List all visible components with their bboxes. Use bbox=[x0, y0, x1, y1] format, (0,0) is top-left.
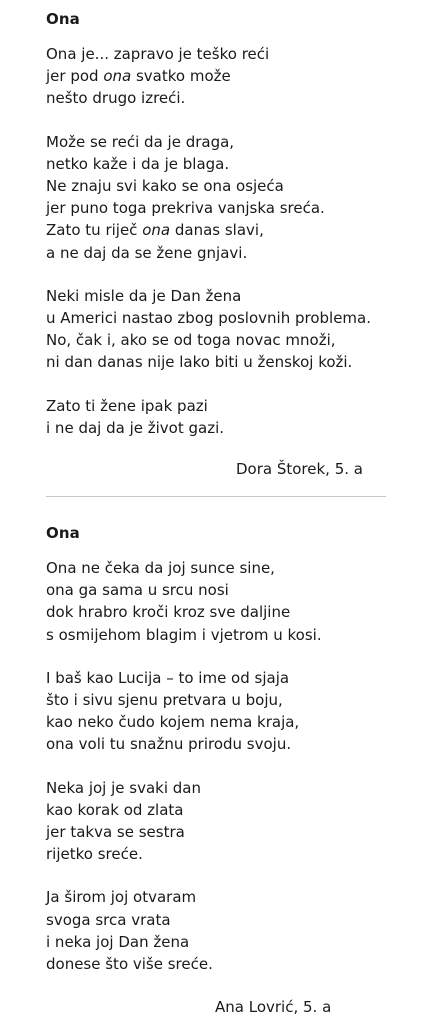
verse-line bbox=[46, 909, 406, 931]
verse-line bbox=[46, 799, 406, 821]
verse-text: ona ga sama u srcu nosi bbox=[46, 581, 229, 600]
verse-line bbox=[46, 417, 406, 439]
verse-text: svatko može bbox=[131, 67, 231, 86]
verse-text: dok hrabro kroči kroz sve daljine bbox=[46, 603, 291, 622]
stanza bbox=[46, 395, 406, 439]
stanza bbox=[46, 285, 406, 374]
verse-text: a ne daj da se žene gnjavi. bbox=[46, 243, 248, 262]
verse-text: No, čak i, ako se od toga novac množi, bbox=[46, 331, 336, 350]
verse-line bbox=[46, 43, 406, 65]
verse-text: jer takva se sestra bbox=[46, 823, 185, 842]
verse-line bbox=[46, 601, 406, 623]
verse-line bbox=[46, 153, 406, 175]
verse-emphasis: ona bbox=[103, 67, 132, 86]
verse-line bbox=[46, 843, 406, 865]
stanza-gap bbox=[46, 264, 406, 285]
stanza bbox=[46, 886, 406, 975]
verse-text: nešto drugo izreći. bbox=[46, 89, 186, 108]
verse-text: s osmijehom blagim i vjetrom u kosi. bbox=[46, 625, 322, 644]
verse-text: Ona je... zapravo je teško reći bbox=[46, 45, 270, 63]
verse-line bbox=[46, 351, 406, 373]
verse-text: Ona ne čeka da joj sunce sine, bbox=[46, 559, 275, 577]
verse-text: Zato tu riječ bbox=[46, 221, 143, 240]
poem-2 bbox=[46, 524, 406, 975]
verse-text: i neka joj Dan žena bbox=[46, 932, 190, 951]
verse-line bbox=[46, 886, 406, 908]
verse-text: jer pod bbox=[46, 67, 104, 86]
verse-text: Neki misle da je Dan žena bbox=[46, 286, 242, 305]
verse-text: svoga srca vrata bbox=[46, 910, 171, 929]
stanza bbox=[46, 557, 406, 646]
verse-text: Ja širom joj otvaram bbox=[46, 888, 197, 907]
poem-title: Ona bbox=[46, 524, 80, 542]
verse-emphasis: ona bbox=[142, 221, 171, 240]
verse-line bbox=[46, 733, 406, 755]
verse-text: što i sivu sjenu pretvara u boju, bbox=[46, 691, 283, 710]
verse-text: netko kaže i da je blaga. bbox=[46, 154, 230, 173]
verse-text: ni dan danas nije lako biti u ženskoj koži. bbox=[46, 353, 353, 372]
verse-text: i ne daj da je život gazi. bbox=[46, 418, 225, 437]
verse-text: u Americi nastao zbog poslovnih problema. bbox=[46, 309, 371, 328]
verse-line bbox=[46, 557, 406, 579]
verse-text: donese što više sreće. bbox=[46, 955, 213, 974]
verse-line bbox=[46, 711, 406, 733]
verse-text: kao korak od zlata bbox=[46, 800, 184, 819]
stanza-gap bbox=[46, 865, 406, 886]
verse-line bbox=[46, 307, 406, 329]
verse-line bbox=[46, 219, 406, 241]
verse-text: I baš kao Lucija – to ime od sjaja bbox=[46, 668, 290, 687]
stanza bbox=[46, 777, 406, 866]
poem-1 bbox=[46, 10, 406, 439]
verse-line bbox=[46, 65, 406, 87]
poem-title: Ona bbox=[46, 10, 80, 28]
stanza-gap bbox=[46, 374, 406, 395]
verse-text: ona voli tu snažnu prirodu svoju. bbox=[46, 735, 292, 754]
verse-text: kao neko čudo kojem nema kraja, bbox=[46, 713, 300, 732]
poem-body bbox=[46, 43, 406, 439]
verse-text: rijetko sreće. bbox=[46, 845, 143, 864]
poem-body bbox=[46, 557, 406, 975]
verse-line bbox=[46, 197, 406, 219]
verse-line bbox=[46, 667, 406, 689]
stanza-gap bbox=[46, 646, 406, 667]
verse-line bbox=[46, 395, 406, 417]
verse-line bbox=[46, 175, 406, 197]
verse-line bbox=[46, 131, 406, 153]
stanza bbox=[46, 43, 406, 110]
verse-text: Neka joj je svaki dan bbox=[46, 778, 202, 797]
verse-text: danas slavi, bbox=[170, 221, 264, 240]
poem-author: Ana Lovrić, 5. a bbox=[215, 998, 332, 1016]
verse-text: Zato ti žene ipak pazi bbox=[46, 396, 208, 415]
verse-text: jer puno toga prekriva vanjska sreća. bbox=[46, 199, 325, 218]
verse-line bbox=[46, 931, 406, 953]
poem-author: Dora Štorek, 5. a bbox=[236, 460, 363, 478]
stanza bbox=[46, 131, 406, 264]
stanza-gap bbox=[46, 756, 406, 777]
verse-line bbox=[46, 87, 406, 109]
stanza-gap bbox=[46, 110, 406, 131]
verse-line bbox=[46, 953, 406, 975]
verse-line bbox=[46, 329, 406, 351]
verse-line bbox=[46, 821, 406, 843]
verse-line bbox=[46, 285, 406, 307]
verse-text: Može se reći da je draga, bbox=[46, 132, 235, 151]
stanza bbox=[46, 667, 406, 756]
verse-line bbox=[46, 689, 406, 711]
verse-line bbox=[46, 579, 406, 601]
verse-line bbox=[46, 242, 406, 264]
verse-line bbox=[46, 777, 406, 799]
verse-text: Ne znaju svi kako se ona osjeća bbox=[46, 177, 284, 196]
verse-line bbox=[46, 624, 406, 646]
divider bbox=[46, 496, 386, 497]
